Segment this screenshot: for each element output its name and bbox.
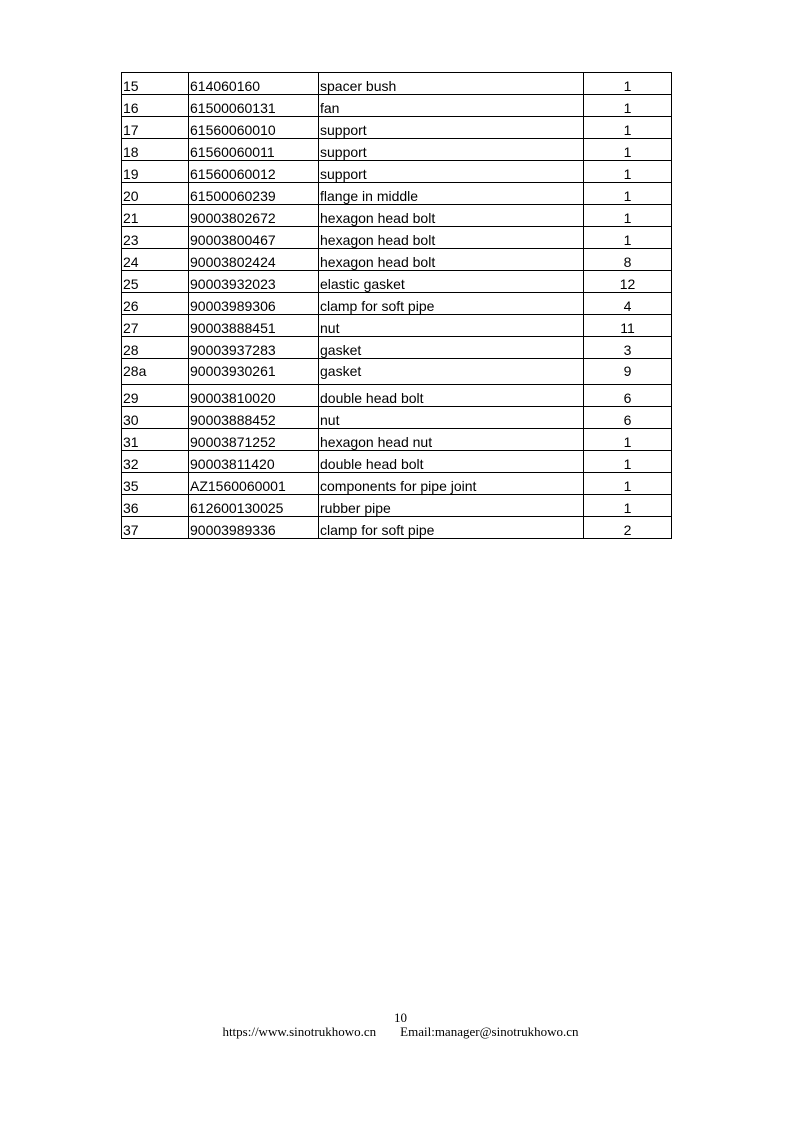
- item-number-cell: 28a: [122, 359, 189, 385]
- email-link[interactable]: Email:manager@sinotrukhowo.cn: [400, 1024, 579, 1039]
- part-number-cell: 61500060131: [189, 95, 319, 117]
- description-cell: elastic gasket: [319, 271, 584, 293]
- item-number-cell: 37: [122, 517, 189, 539]
- quantity-cell: 12: [584, 271, 672, 293]
- part-number-cell: 90003871252: [189, 429, 319, 451]
- part-number-cell: 90003811420: [189, 451, 319, 473]
- item-number-cell: 26: [122, 293, 189, 315]
- quantity-cell: 1: [584, 473, 672, 495]
- description-cell: double head bolt: [319, 385, 584, 407]
- description-cell: nut: [319, 315, 584, 337]
- description-cell: gasket: [319, 359, 584, 385]
- description-cell: components for pipe joint: [319, 473, 584, 495]
- table-row: [122, 95, 672, 117]
- item-number-cell: 36: [122, 495, 189, 517]
- part-number-cell: 61560060010: [189, 117, 319, 139]
- description-cell: hexagon head bolt: [319, 227, 584, 249]
- part-number-cell: 61560060011: [189, 139, 319, 161]
- table-row: [122, 161, 672, 183]
- quantity-cell: 6: [584, 407, 672, 429]
- item-number-cell: 27: [122, 315, 189, 337]
- quantity-cell: 2: [584, 517, 672, 539]
- table-row: [122, 315, 672, 337]
- item-number-cell: 16: [122, 95, 189, 117]
- table-row: [122, 359, 672, 385]
- part-number-cell: 90003802424: [189, 249, 319, 271]
- page-number: 10: [394, 1010, 407, 1025]
- description-cell: flange in middle: [319, 183, 584, 205]
- quantity-cell: 3: [584, 337, 672, 359]
- part-number-cell: 90003802672: [189, 205, 319, 227]
- description-cell: clamp for soft pipe: [319, 517, 584, 539]
- description-cell: nut: [319, 407, 584, 429]
- part-number-cell: 61560060012: [189, 161, 319, 183]
- description-cell: hexagon head bolt: [319, 249, 584, 271]
- quantity-cell: 1: [584, 205, 672, 227]
- table-row: [122, 227, 672, 249]
- table-row: [122, 117, 672, 139]
- description-cell: clamp for soft pipe: [319, 293, 584, 315]
- description-cell: support: [319, 161, 584, 183]
- part-number-cell: 90003989336: [189, 517, 319, 539]
- part-number-cell: 614060160: [189, 73, 319, 95]
- part-number-cell: 90003800467: [189, 227, 319, 249]
- part-number-cell: 61500060239: [189, 183, 319, 205]
- quantity-cell: 1: [584, 451, 672, 473]
- item-number-cell: 31: [122, 429, 189, 451]
- item-number-cell: 17: [122, 117, 189, 139]
- quantity-cell: 1: [584, 117, 672, 139]
- part-number-cell: 90003937283: [189, 337, 319, 359]
- item-number-cell: 18: [122, 139, 189, 161]
- table-row: [122, 249, 672, 271]
- website-link[interactable]: https://www.sinotrukhowo.cn: [222, 1024, 377, 1039]
- item-number-cell: 24: [122, 249, 189, 271]
- quantity-cell: 1: [584, 73, 672, 95]
- item-number-cell: 15: [122, 73, 189, 95]
- description-cell: hexagon head nut: [319, 429, 584, 451]
- table-row: [122, 73, 672, 95]
- quantity-cell: 1: [584, 95, 672, 117]
- part-number-cell: 90003989306: [189, 293, 319, 315]
- table-row: [122, 407, 672, 429]
- footer-links: [0, 1024, 793, 1040]
- description-cell: support: [319, 117, 584, 139]
- item-number-cell: 29: [122, 385, 189, 407]
- part-number-cell: 90003888451: [189, 315, 319, 337]
- quantity-cell: 6: [584, 385, 672, 407]
- item-number-cell: 35: [122, 473, 189, 495]
- table-row: [122, 429, 672, 451]
- table-row: [122, 451, 672, 473]
- description-cell: support: [319, 139, 584, 161]
- quantity-cell: 4: [584, 293, 672, 315]
- table-row: [122, 139, 672, 161]
- table-row: [122, 517, 672, 539]
- item-number-cell: 28: [122, 337, 189, 359]
- quantity-cell: 1: [584, 495, 672, 517]
- quantity-cell: 1: [584, 227, 672, 249]
- item-number-cell: 32: [122, 451, 189, 473]
- table-row: [122, 495, 672, 517]
- description-cell: double head bolt: [319, 451, 584, 473]
- part-number-cell: 90003932023: [189, 271, 319, 293]
- item-number-cell: 21: [122, 205, 189, 227]
- quantity-cell: 11: [584, 315, 672, 337]
- quantity-cell: 1: [584, 183, 672, 205]
- table-row: [122, 385, 672, 407]
- item-number-cell: 19: [122, 161, 189, 183]
- table-row: [122, 205, 672, 227]
- parts-table-body: [122, 73, 672, 539]
- table-row: [122, 473, 672, 495]
- description-cell: fan: [319, 95, 584, 117]
- item-number-cell: 25: [122, 271, 189, 293]
- part-number-cell: 90003810020: [189, 385, 319, 407]
- description-cell: spacer bush: [319, 73, 584, 95]
- part-number-cell: 90003888452: [189, 407, 319, 429]
- description-cell: rubber pipe: [319, 495, 584, 517]
- item-number-cell: 30: [122, 407, 189, 429]
- quantity-cell: 1: [584, 161, 672, 183]
- quantity-cell: 1: [584, 429, 672, 451]
- part-number-cell: AZ1560060001: [189, 473, 319, 495]
- item-number-cell: 20: [122, 183, 189, 205]
- quantity-cell: 9: [584, 359, 672, 385]
- table-row: [122, 337, 672, 359]
- table-row: [122, 293, 672, 315]
- parts-table: [121, 72, 672, 539]
- description-cell: hexagon head bolt: [319, 205, 584, 227]
- part-number-cell: 612600130025: [189, 495, 319, 517]
- item-number-cell: 23: [122, 227, 189, 249]
- quantity-cell: 1: [584, 139, 672, 161]
- part-number-cell: 90003930261: [189, 359, 319, 385]
- description-cell: gasket: [319, 337, 584, 359]
- quantity-cell: 8: [584, 249, 672, 271]
- table-row: [122, 271, 672, 293]
- table-row: [122, 183, 672, 205]
